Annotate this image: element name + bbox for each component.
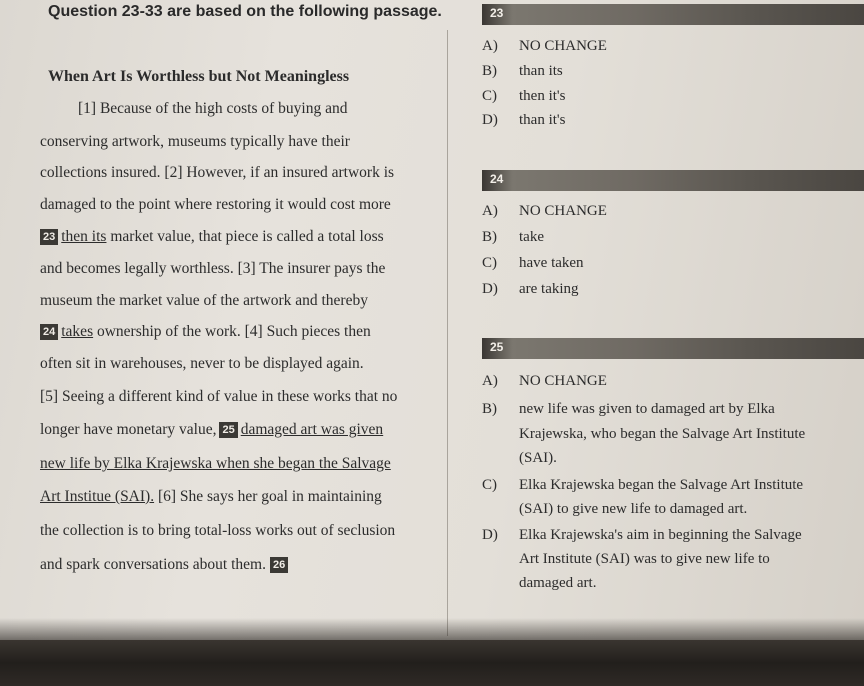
passage-line: and becomes legally worthless. [3] The insurer pays the [40, 260, 386, 277]
option-text: (SAI) to give new life to damaged art. [519, 501, 748, 517]
option-letter: C) [482, 255, 497, 271]
option-text: are taking [519, 281, 579, 297]
passage-line [40, 228, 384, 246]
underlined-text-25: new life by Elka Krajewska when she began the Salvage [40, 455, 391, 472]
passage-line [40, 488, 382, 506]
option-text: than it's [519, 112, 566, 128]
underlined-text-25: Art Institue (SAI). [40, 488, 155, 505]
passage-line: the collection is to bring total-loss works out of seclusion [40, 522, 396, 539]
option-letter: A) [482, 203, 498, 219]
option-letter: D) [482, 281, 498, 297]
answer-option-23b[interactable] [482, 63, 563, 80]
option-letter: B) [482, 229, 497, 245]
option-text: Elka Krajewska's aim in beginning the Salvage [519, 527, 802, 543]
answer-option-25b[interactable] [482, 401, 775, 418]
question-number: 23 [490, 6, 504, 20]
underlined-text-24: takes [61, 323, 94, 340]
option-letter: A) [482, 373, 498, 389]
passage-line: [5] Seeing a different kind of value in these works that no [40, 388, 398, 405]
option-letter: D) [482, 112, 498, 128]
option-text: then it's [519, 88, 566, 104]
option-text: NO CHANGE [519, 373, 607, 389]
passage-line: damaged to the point where restoring it would cost more [40, 196, 391, 213]
option-text: NO CHANGE [519, 38, 607, 54]
passage-text: [6] She says her goal in maintaining [154, 488, 382, 505]
passage-text: longer have monetary value, [40, 421, 217, 438]
option-text: new life was given to damaged art by Elka [519, 401, 775, 417]
answer-option-24c[interactable] [482, 255, 584, 272]
underlined-text-25: damaged art was given [240, 421, 384, 438]
passage-line [40, 455, 391, 473]
option-letter: B) [482, 63, 497, 79]
option-text: Krajewska, who began the Salvage Art Institute [519, 426, 806, 442]
passage-header: Question 23-33 are based on the following passage. [48, 3, 442, 20]
passage-line: conserving artwork, museums typically have their [40, 133, 350, 150]
passage-line [40, 323, 371, 341]
question-bar-24 [482, 170, 864, 191]
answer-option-25a[interactable] [482, 373, 607, 390]
option-text: damaged art. [519, 575, 597, 591]
passage-title: When Art Is Worthless but Not Meaningless [48, 68, 350, 85]
option-letter: B) [482, 401, 497, 417]
question-marker-23[interactable]: 23 [40, 229, 58, 245]
underlined-text-23: then its [61, 228, 107, 245]
answer-option-24d[interactable] [482, 281, 579, 298]
background-edge [0, 640, 864, 686]
passage-line [40, 556, 291, 574]
passage-text: market value, that piece is called a total loss [106, 228, 384, 245]
answer-option-24a[interactable] [482, 203, 607, 220]
passage-text: and spark conversations about them. [40, 556, 266, 573]
passage-line: often sit in warehouses, never to be displayed again. [40, 355, 364, 372]
passage-text: ownership of the work. [4] Such pieces then [93, 323, 371, 340]
option-text: take [519, 229, 544, 245]
question-bar-25 [482, 338, 864, 359]
question-marker-25[interactable]: 25 [219, 422, 237, 438]
page-bottom-shadow [0, 618, 864, 640]
answer-option-23c[interactable] [482, 88, 566, 105]
question-bar-23 [482, 4, 864, 25]
option-text: NO CHANGE [519, 203, 607, 219]
passage-line [40, 421, 383, 439]
option-letter: D) [482, 527, 498, 543]
question-number: 25 [490, 340, 504, 354]
option-text: Elka Krajewska began the Salvage Art Institute [519, 477, 804, 493]
answer-option-25c[interactable] [482, 477, 804, 494]
question-number: 24 [490, 172, 504, 186]
answer-option-23d[interactable] [482, 112, 566, 129]
option-letter: C) [482, 477, 497, 493]
option-text: (SAI). [519, 450, 557, 466]
option-text: have taken [519, 255, 584, 271]
option-text: Art Institute (SAI) was to give new life to [519, 551, 770, 567]
question-marker-24[interactable]: 24 [40, 324, 58, 340]
passage-line: museum the market value of the artwork and thereby [40, 292, 368, 309]
answer-option-25d[interactable] [482, 527, 802, 544]
option-letter: C) [482, 88, 497, 104]
passage-line: collections insured. [2] However, if an insured artwork is [40, 164, 395, 181]
question-marker-26[interactable]: 26 [270, 557, 288, 573]
answer-option-23a[interactable] [482, 38, 607, 55]
option-text: than its [519, 63, 563, 79]
answer-option-24b[interactable] [482, 229, 544, 246]
option-letter: A) [482, 38, 498, 54]
column-divider [447, 30, 448, 636]
passage-line: [1] Because of the high costs of buying and [78, 100, 348, 117]
